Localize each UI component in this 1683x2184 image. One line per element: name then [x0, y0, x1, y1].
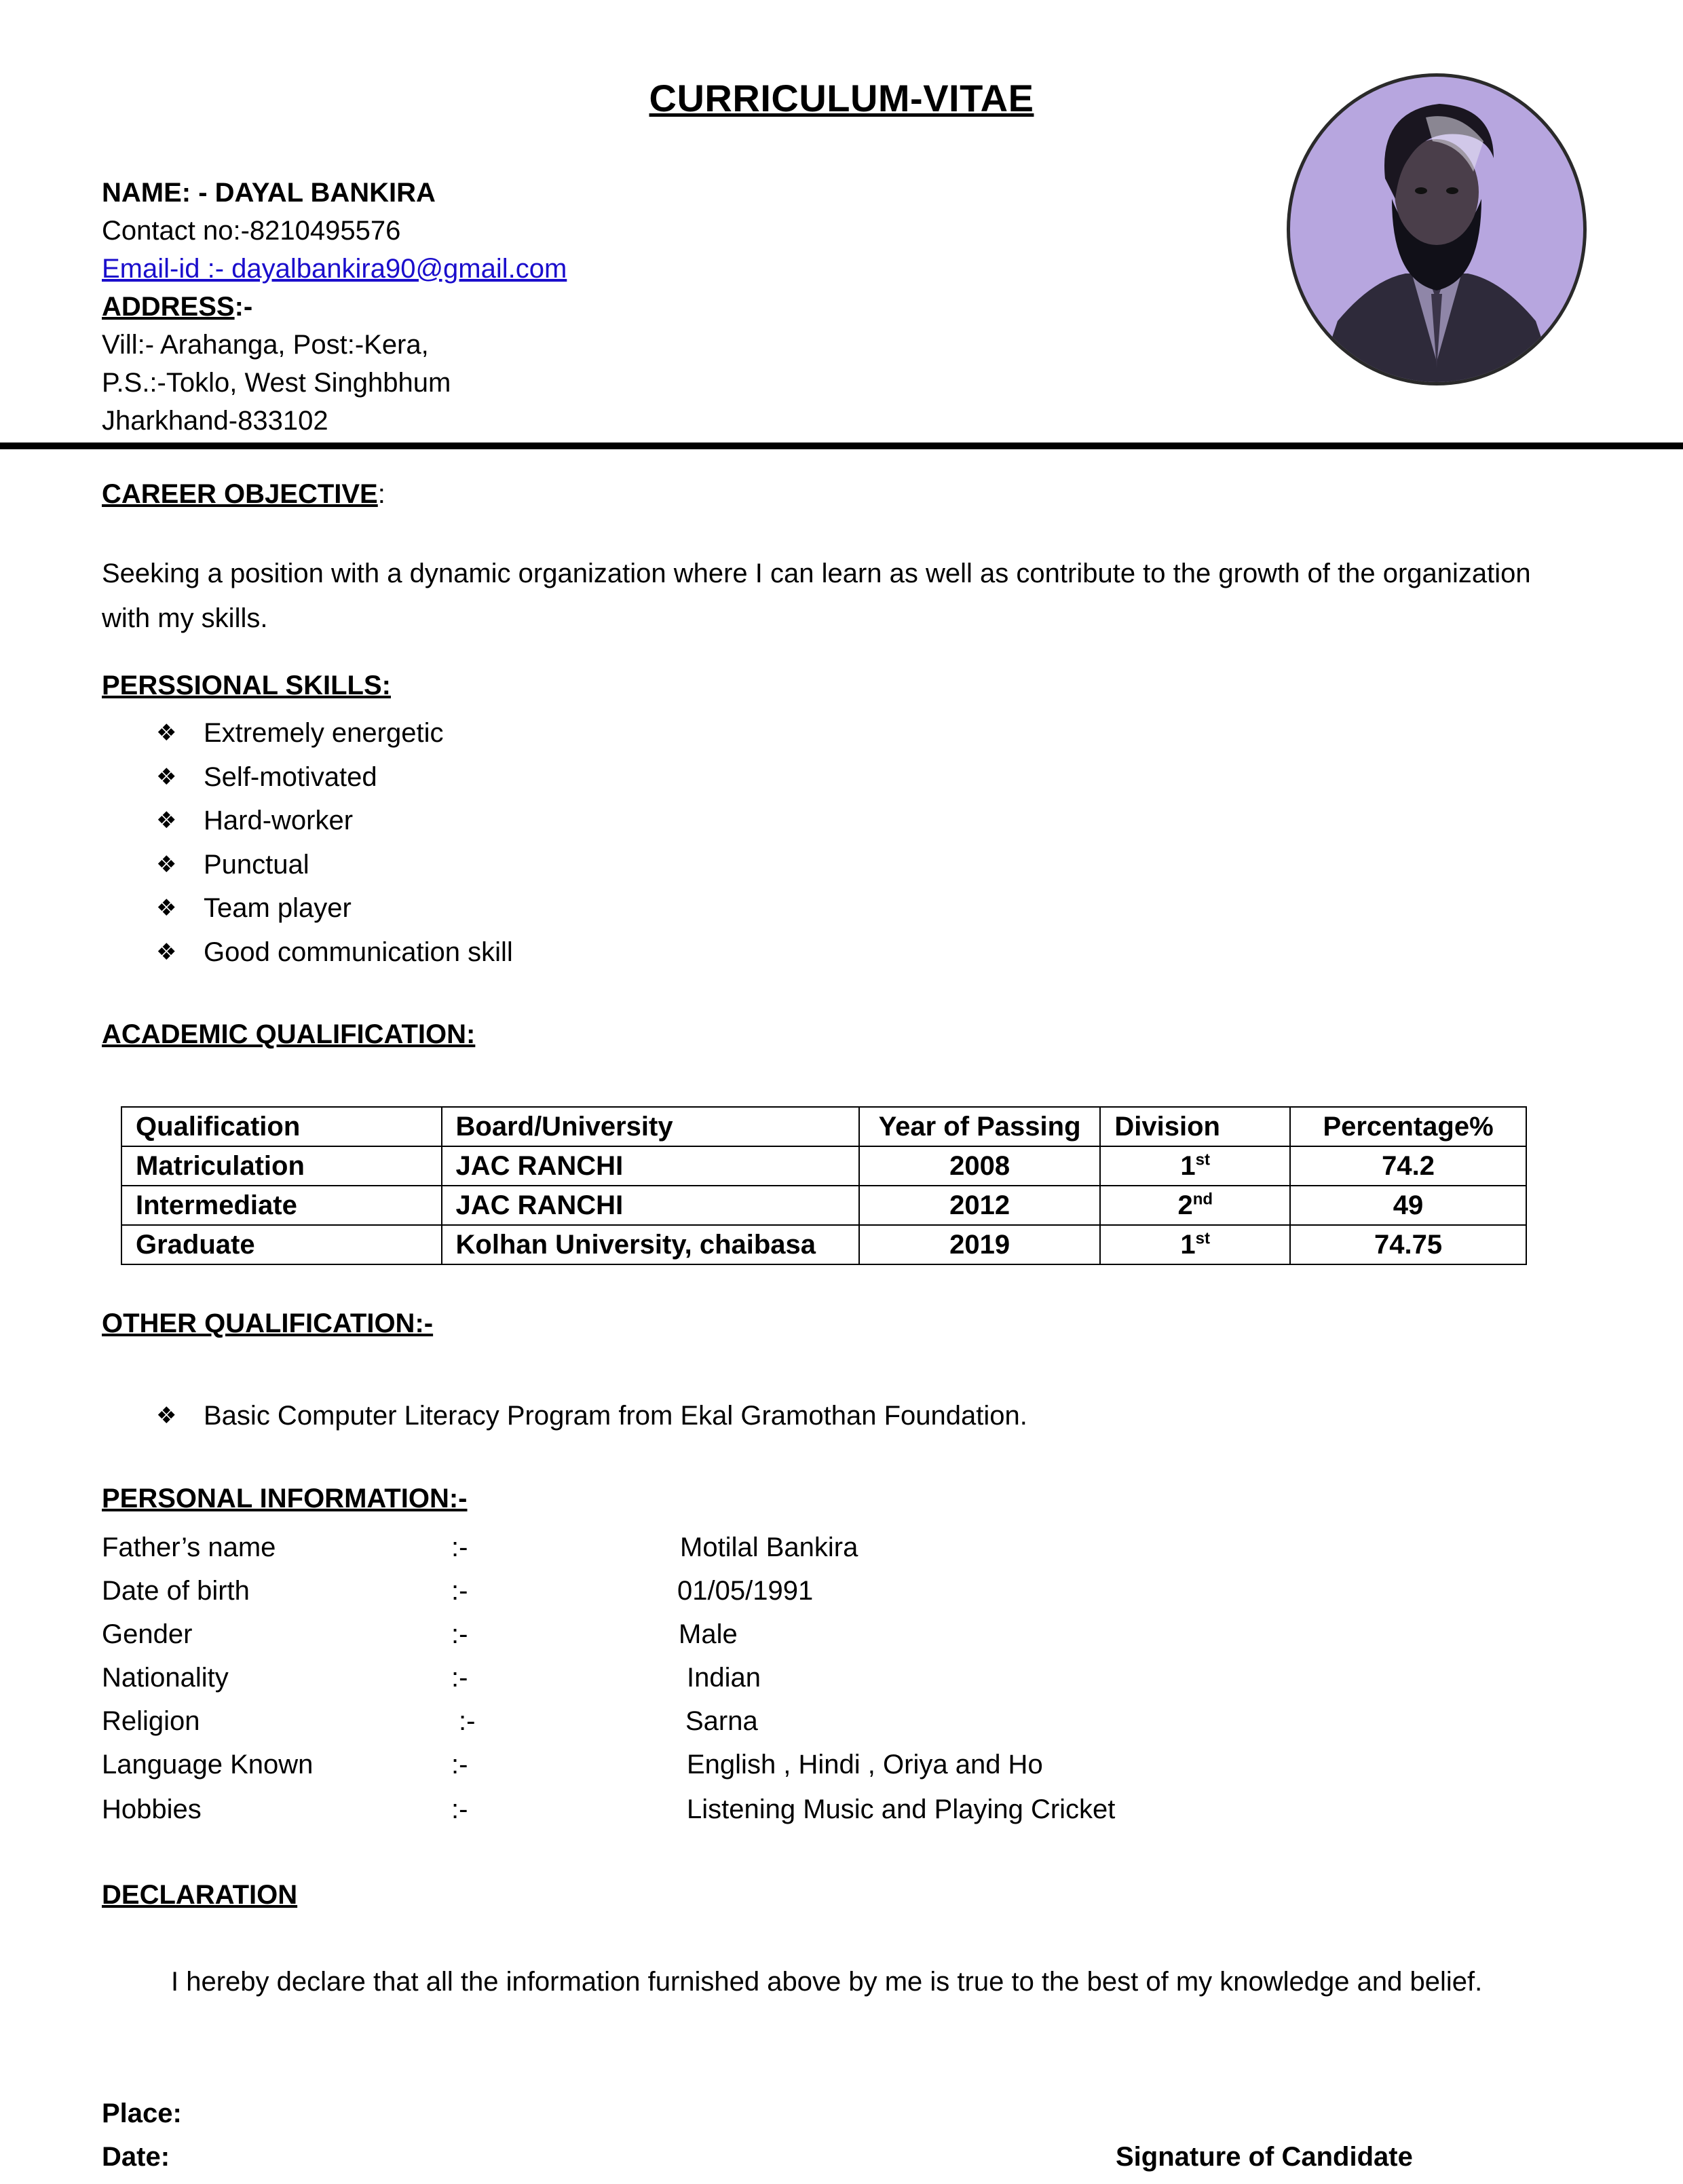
diamond-bullet-icon: ❖	[156, 1403, 177, 1429]
address-line-3: Jharkhand-833102	[102, 406, 328, 436]
candidate-name: NAME: - DAYAL BANKIRA	[102, 178, 436, 208]
personal-skills-heading: PERSSIONAL SKILLS:	[102, 671, 391, 700]
profile-photo	[1287, 73, 1587, 385]
declaration-text: I hereby declare that all the information furnished above by me is true to the best of my knowledge and belief.	[171, 1967, 1483, 1997]
person-silhouette-icon	[1290, 77, 1583, 382]
address-heading	[102, 288, 252, 326]
declaration-heading: DECLARATION	[102, 1880, 298, 1910]
division-cell: 1st	[1100, 1225, 1290, 1264]
list-item: ❖ Good communication skill	[102, 930, 916, 975]
list-item: ❖ Punctual	[102, 843, 916, 887]
list-item: ❖ Hard-worker	[102, 799, 916, 843]
page-title: CURRICULUM-VITAE	[649, 77, 1034, 119]
address-line-2: P.S.:-Toklo, West Singhbhum	[102, 368, 451, 398]
table-row	[121, 1186, 1526, 1225]
address-suffix: :-	[234, 292, 253, 322]
percentage-cell: 74.2	[1290, 1146, 1526, 1186]
board-cell: JAC RANCHI	[442, 1146, 859, 1186]
address-label: ADDRESS	[102, 292, 235, 322]
list-item: ❖ Basic Computer Literacy Program from Ekal Gramothan Foundation.	[102, 1394, 1459, 1438]
column-header: Division	[1100, 1107, 1290, 1146]
career-objective-label: CAREER OBJECTIVE	[102, 479, 378, 509]
diamond-bullet-icon: ❖	[156, 851, 177, 878]
academic-table	[121, 1106, 1527, 1265]
address-line-1: Vill:- Arahanga, Post:-Kera,	[102, 330, 429, 360]
column-header: Qualification	[121, 1107, 442, 1146]
career-objective-suffix: :	[377, 479, 385, 509]
signature-label: Signature of Candidate	[1116, 2142, 1413, 2172]
list-item: ❖ Self-motivated	[102, 755, 916, 799]
place-label: Place:	[102, 2098, 182, 2128]
academic-heading: ACADEMIC QUALIFICATION:	[102, 1019, 476, 1049]
personal-info-heading: PERSONAL INFORMATION:-	[102, 1484, 468, 1513]
qualification-cell: Graduate	[121, 1225, 442, 1264]
table-row	[121, 1146, 1526, 1186]
division-cell: 2nd	[1100, 1186, 1290, 1225]
other-qualification-list	[102, 1394, 1459, 1438]
board-cell: Kolhan University, chaibasa	[442, 1225, 859, 1264]
career-objective-text: Seeking a position with a dynamic organization where I can learn as well as contribute to the growth of the organization with my skills.	[102, 559, 1531, 633]
diamond-bullet-icon: ❖	[156, 720, 177, 746]
list-item: ❖ Team player	[102, 886, 916, 930]
table-header-row	[121, 1107, 1526, 1146]
column-header: Board/University	[442, 1107, 859, 1146]
division-cell: 1st	[1100, 1146, 1290, 1186]
year-cell: 2008	[859, 1146, 1101, 1186]
career-objective-heading	[102, 479, 385, 510]
diamond-bullet-icon: ❖	[156, 939, 177, 965]
personal-skills-list	[102, 711, 916, 974]
percentage-cell: 49	[1290, 1186, 1526, 1225]
table-row	[121, 1225, 1526, 1264]
board-cell: JAC RANCHI	[442, 1186, 859, 1225]
percentage-cell: 74.75	[1290, 1225, 1526, 1264]
year-cell: 2012	[859, 1186, 1101, 1225]
date-label: Date:	[102, 2142, 170, 2172]
email-link[interactable]: Email-id :- dayalbankira90@gmail.com	[102, 254, 567, 284]
diamond-bullet-icon: ❖	[156, 895, 177, 921]
list-item: ❖ Extremely energetic	[102, 711, 916, 755]
qualification-cell: Intermediate	[121, 1186, 442, 1225]
qualification-cell: Matriculation	[121, 1146, 442, 1186]
year-cell: 2019	[859, 1225, 1101, 1264]
header-divider	[0, 443, 1683, 449]
diamond-bullet-icon: ❖	[156, 808, 177, 833]
diamond-bullet-icon: ❖	[156, 764, 177, 790]
column-header: Year of Passing	[859, 1107, 1101, 1146]
other-qualification-heading: OTHER QUALIFICATION:-	[102, 1308, 434, 1338]
column-header: Percentage%	[1290, 1107, 1526, 1146]
contact-number: Contact no:-8210495576	[102, 216, 401, 246]
